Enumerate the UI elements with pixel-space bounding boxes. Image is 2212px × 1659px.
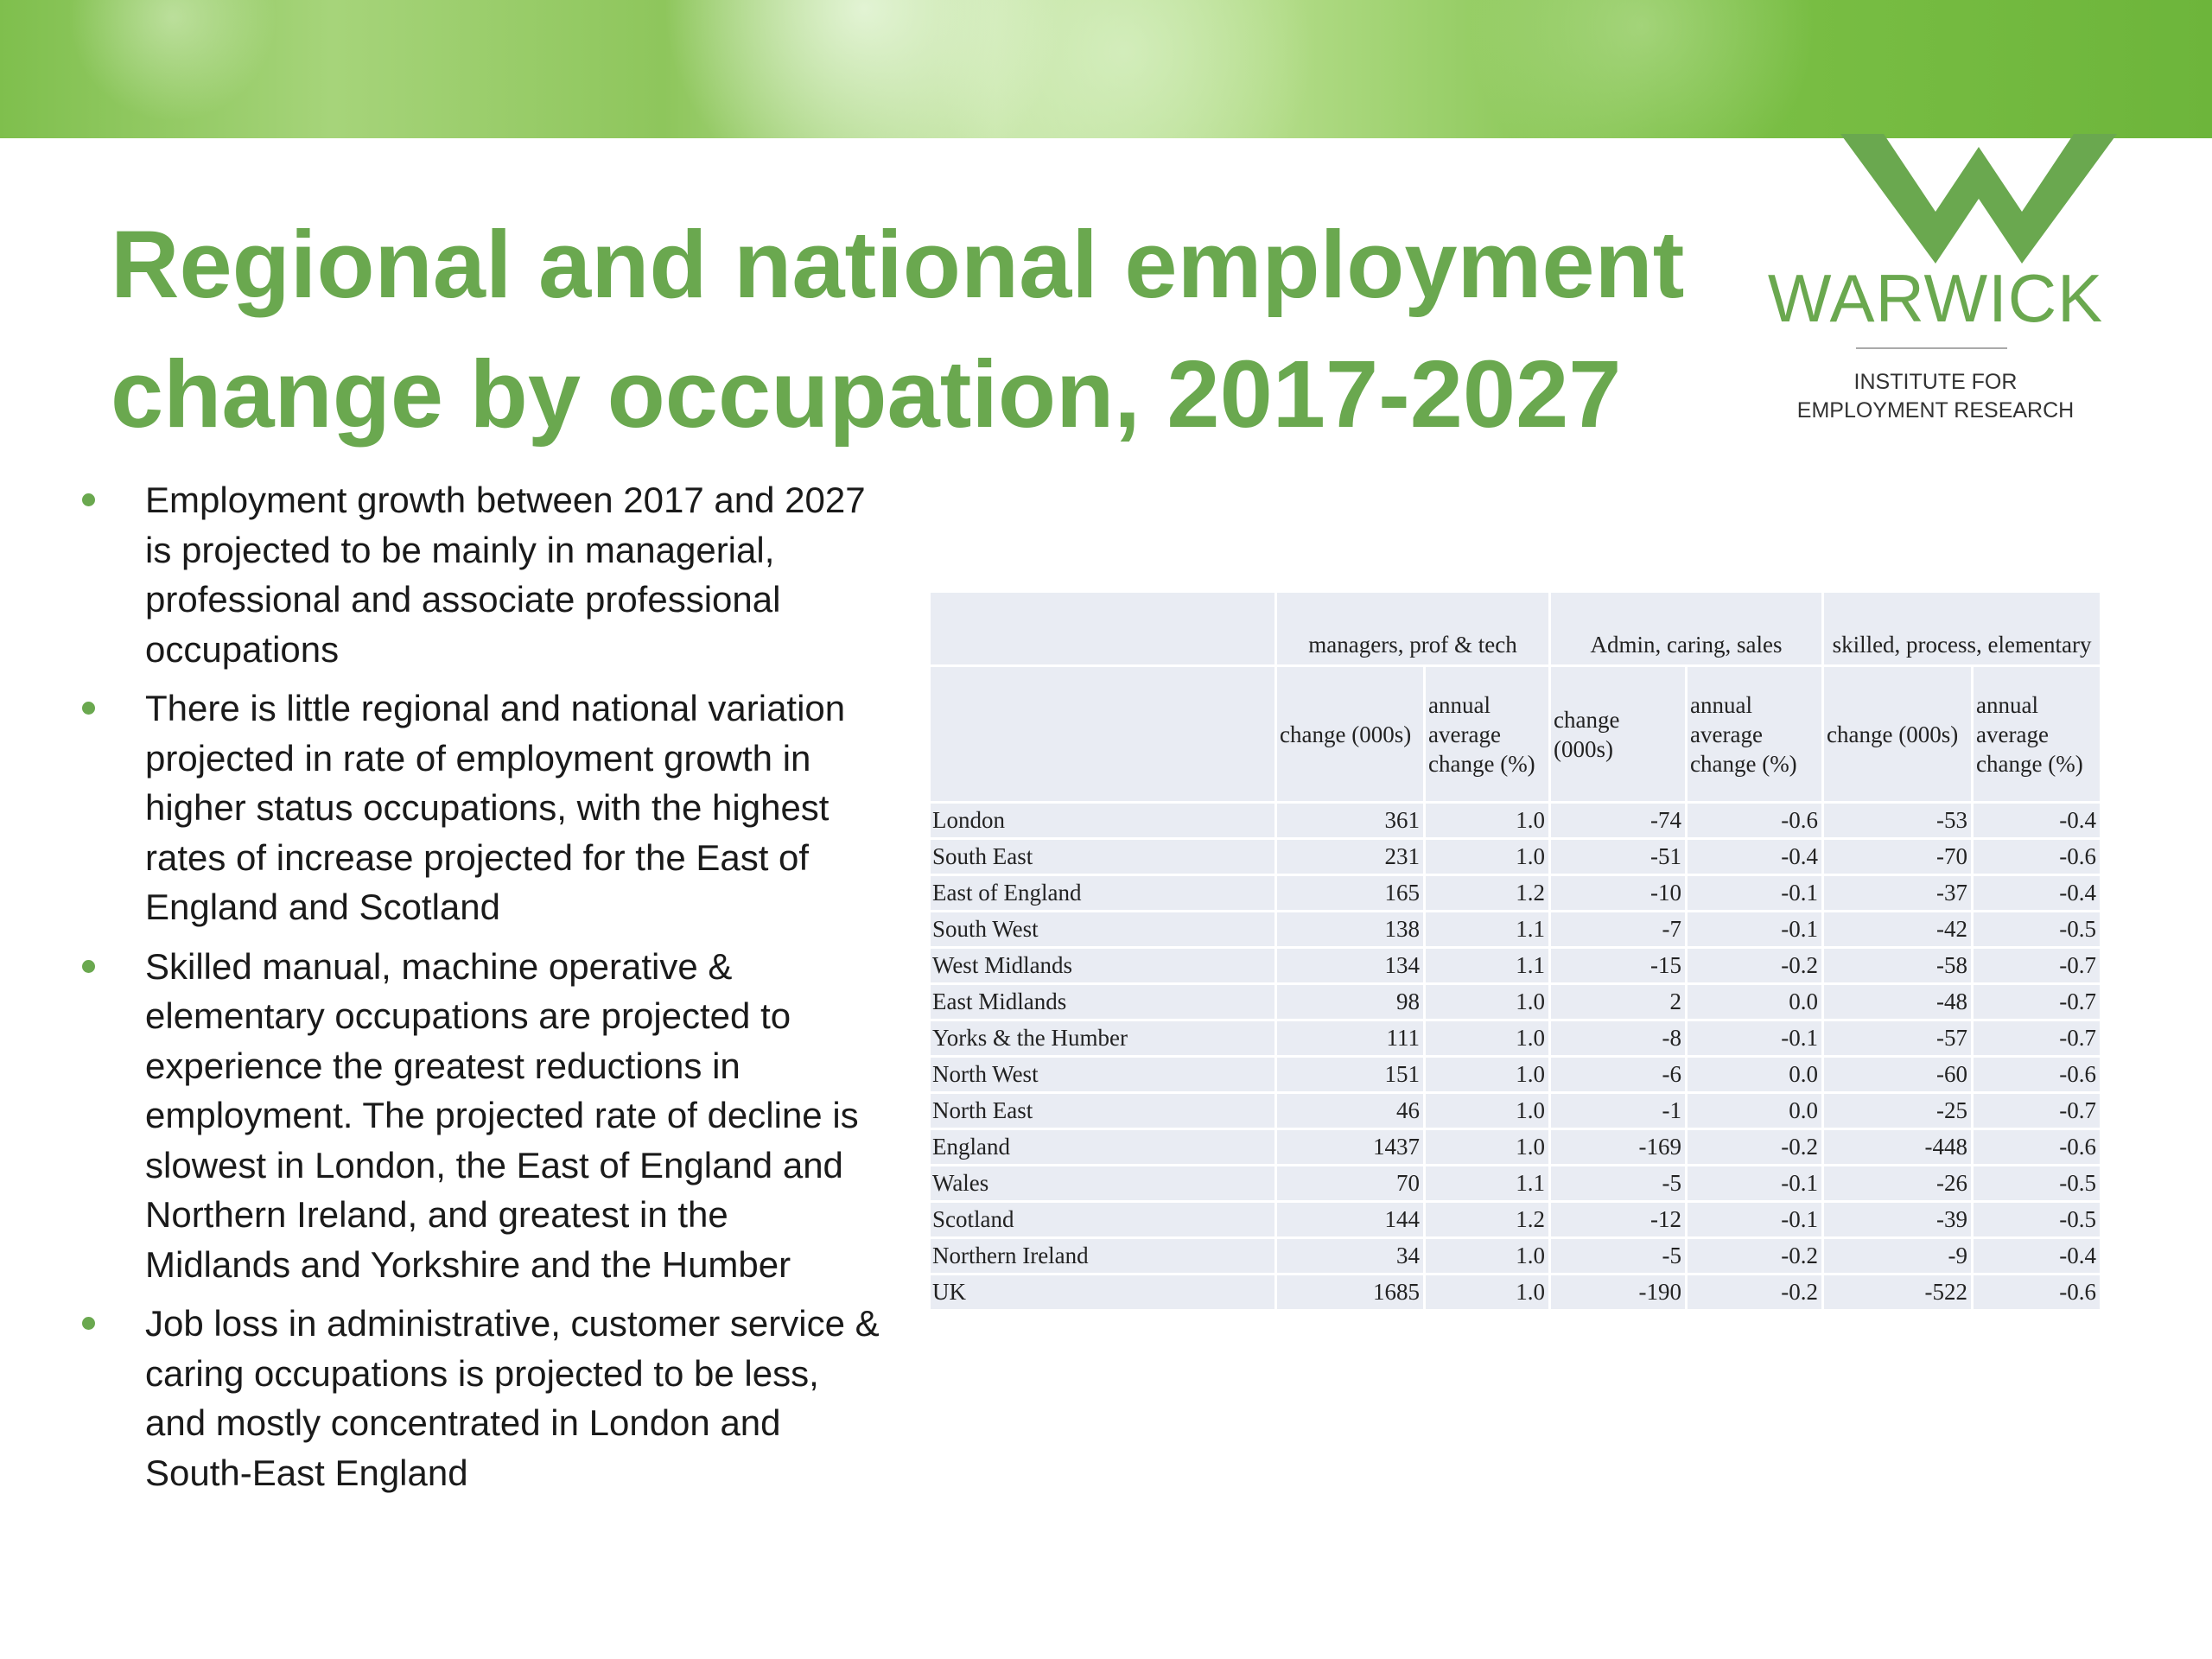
value-cell: 1.0 <box>1426 1021 1551 1058</box>
region-name-cell: East Midlands <box>931 985 1277 1021</box>
column-header: change (000s) <box>1551 667 1688 804</box>
value-cell: -0.7 <box>1974 949 2100 985</box>
table-row <box>931 1166 2100 1203</box>
region-name-cell: Wales <box>931 1166 1277 1203</box>
value-cell: -0.5 <box>1974 1203 2100 1239</box>
region-name-cell: West Midlands <box>931 949 1277 985</box>
value-cell: 0.0 <box>1688 985 1824 1021</box>
page-title-line-2: change by occupation, 2017-2027 <box>111 341 1622 448</box>
value-cell: 1.0 <box>1426 985 1551 1021</box>
column-header: change (000s) <box>1277 667 1426 804</box>
value-cell: 1685 <box>1277 1275 1426 1312</box>
value-cell: 1.1 <box>1426 949 1551 985</box>
value-cell: -8 <box>1551 1021 1688 1058</box>
employment-change-table <box>931 593 2100 1312</box>
value-cell: -0.1 <box>1688 1203 1824 1239</box>
value-cell: -0.4 <box>1688 840 1824 876</box>
value-cell: 98 <box>1277 985 1426 1021</box>
region-name-cell: England <box>931 1130 1277 1166</box>
value-cell: -0.6 <box>1688 804 1824 840</box>
value-cell: -522 <box>1824 1275 1974 1312</box>
value-cell: -48 <box>1824 985 1974 1021</box>
value-cell: -0.2 <box>1688 949 1824 985</box>
value-cell: -0.7 <box>1974 1094 2100 1130</box>
region-name-cell: North West <box>931 1058 1277 1094</box>
region-name-cell: East of England <box>931 876 1277 912</box>
value-cell: -42 <box>1824 912 1974 949</box>
region-name-cell: South East <box>931 840 1277 876</box>
table-row <box>931 1094 2100 1130</box>
group-header: skilled, process, elementary <box>1824 593 2100 667</box>
page-title <box>111 200 1752 460</box>
column-header: annual average change (%) <box>1974 667 2100 804</box>
value-cell: 1.1 <box>1426 912 1551 949</box>
table-corner-cell <box>931 667 1277 804</box>
value-cell: -37 <box>1824 876 1974 912</box>
value-cell: -51 <box>1551 840 1688 876</box>
value-cell: 134 <box>1277 949 1426 985</box>
table-row <box>931 949 2100 985</box>
value-cell: -0.5 <box>1974 912 2100 949</box>
region-name-cell: Northern Ireland <box>931 1239 1277 1275</box>
value-cell: -5 <box>1551 1239 1688 1275</box>
value-cell: 1437 <box>1277 1130 1426 1166</box>
table-row <box>931 876 2100 912</box>
value-cell: 1.1 <box>1426 1166 1551 1203</box>
group-header: Admin, caring, sales <box>1551 593 1824 667</box>
warwick-logo-mark <box>1815 134 2143 264</box>
value-cell: -190 <box>1551 1275 1688 1312</box>
column-header: change (000s) <box>1824 667 1974 804</box>
value-cell: -0.6 <box>1974 1275 2100 1312</box>
logo-subtitle <box>1763 368 2108 425</box>
value-cell: -0.6 <box>1974 840 2100 876</box>
region-name-cell: Scotland <box>931 1203 1277 1239</box>
table-row <box>931 912 2100 949</box>
column-header: annual average change (%) <box>1688 667 1824 804</box>
value-cell: 0.0 <box>1688 1094 1824 1130</box>
value-cell: -7 <box>1551 912 1688 949</box>
value-cell: -0.2 <box>1688 1239 1824 1275</box>
value-cell: 144 <box>1277 1203 1426 1239</box>
bullet-list <box>69 475 881 1507</box>
header-banner <box>0 0 2212 138</box>
table-body <box>931 804 2100 1312</box>
value-cell: 111 <box>1277 1021 1426 1058</box>
value-cell: 1.0 <box>1426 1058 1551 1094</box>
value-cell: -12 <box>1551 1203 1688 1239</box>
region-name-cell: North East <box>931 1094 1277 1130</box>
employment-table-container <box>931 593 2100 1312</box>
value-cell: -0.7 <box>1974 1021 2100 1058</box>
table-row <box>931 985 2100 1021</box>
value-cell: 0.0 <box>1688 1058 1824 1094</box>
logo-divider <box>1856 347 2007 349</box>
region-name-cell: UK <box>931 1275 1277 1312</box>
value-cell: 361 <box>1277 804 1426 840</box>
value-cell: -39 <box>1824 1203 1974 1239</box>
value-cell: -0.6 <box>1974 1058 2100 1094</box>
value-cell: 1.0 <box>1426 1275 1551 1312</box>
value-cell: 1.0 <box>1426 804 1551 840</box>
value-cell: -9 <box>1824 1239 1974 1275</box>
value-cell: 1.0 <box>1426 1239 1551 1275</box>
value-cell: 2 <box>1551 985 1688 1021</box>
logo-wordmark: WARWICK <box>1767 260 2104 336</box>
value-cell: 1.2 <box>1426 876 1551 912</box>
value-cell: -0.2 <box>1688 1275 1824 1312</box>
value-cell: -1 <box>1551 1094 1688 1130</box>
table-corner-cell <box>931 593 1277 667</box>
value-cell: -0.6 <box>1974 1130 2100 1166</box>
table-row <box>931 1203 2100 1239</box>
table-row <box>931 1058 2100 1094</box>
value-cell: 165 <box>1277 876 1426 912</box>
region-name-cell: South West <box>931 912 1277 949</box>
table-group-header-row <box>931 593 2100 667</box>
bullet-item <box>69 942 881 1290</box>
value-cell: 151 <box>1277 1058 1426 1094</box>
region-name-cell: Yorks & the Humber <box>931 1021 1277 1058</box>
value-cell: -5 <box>1551 1166 1688 1203</box>
value-cell: -0.1 <box>1688 912 1824 949</box>
value-cell: -57 <box>1824 1021 1974 1058</box>
table-row <box>931 1275 2100 1312</box>
value-cell: 34 <box>1277 1239 1426 1275</box>
value-cell: 1.2 <box>1426 1203 1551 1239</box>
column-header: annual average change (%) <box>1426 667 1551 804</box>
bullet-text: Employment growth between 2017 and 2027 is projected to be mainly in managerial, professional and associate professional occupations <box>145 480 866 670</box>
value-cell: -58 <box>1824 949 1974 985</box>
bullet-dot-icon <box>82 1317 95 1330</box>
table-row <box>931 840 2100 876</box>
bullet-dot-icon <box>82 960 95 973</box>
value-cell: -53 <box>1824 804 1974 840</box>
table-row <box>931 804 2100 840</box>
value-cell: -0.1 <box>1688 876 1824 912</box>
value-cell: 46 <box>1277 1094 1426 1130</box>
value-cell: -26 <box>1824 1166 1974 1203</box>
region-name-cell: London <box>931 804 1277 840</box>
value-cell: -0.2 <box>1688 1130 1824 1166</box>
value-cell: 70 <box>1277 1166 1426 1203</box>
table-row <box>931 1239 2100 1275</box>
value-cell: -0.4 <box>1974 804 2100 840</box>
bullet-dot-icon <box>82 493 95 506</box>
value-cell: -448 <box>1824 1130 1974 1166</box>
value-cell: -60 <box>1824 1058 1974 1094</box>
value-cell: -15 <box>1551 949 1688 985</box>
value-cell: 1.0 <box>1426 1130 1551 1166</box>
table-row <box>931 1021 2100 1058</box>
value-cell: 1.0 <box>1426 840 1551 876</box>
page-title-line-1: Regional and national employment <box>111 212 1685 318</box>
bullet-text: Job loss in administrative, customer service & caring occupations is projected to be less, and mostly concentrated in London and South-East England <box>145 1303 880 1493</box>
value-cell: -0.7 <box>1974 985 2100 1021</box>
value-cell: 138 <box>1277 912 1426 949</box>
table-row <box>931 1130 2100 1166</box>
bullet-text: Skilled manual, machine operative & elementary occupations are projected to experience the greatest reductions in employment. The projected rate of decline is slowest in London, the East of England and Northern Ireland, and greatest in the Midlands and Yorkshire and the Humber <box>145 945 859 1285</box>
value-cell: -0.5 <box>1974 1166 2100 1203</box>
value-cell: -0.4 <box>1974 1239 2100 1275</box>
bullet-item <box>69 1299 881 1497</box>
value-cell: -6 <box>1551 1058 1688 1094</box>
value-cell: -0.1 <box>1688 1021 1824 1058</box>
bullet-item <box>69 683 881 932</box>
group-header: managers, prof & tech <box>1277 593 1551 667</box>
logo-subtitle-line-2: EMPLOYMENT RESEARCH <box>1796 398 2075 423</box>
logo-subtitle-line-1: INSTITUTE FOR <box>1853 370 2018 394</box>
value-cell: -0.4 <box>1974 876 2100 912</box>
table-subheader-row <box>931 667 2100 804</box>
value-cell: -74 <box>1551 804 1688 840</box>
value-cell: -10 <box>1551 876 1688 912</box>
bullet-item <box>69 475 881 674</box>
value-cell: -169 <box>1551 1130 1688 1166</box>
bullet-text: There is little regional and national variation projected in rate of employment growth in higher status occupations, with the highest rates of increase projected for the East of England and Scotland <box>145 688 846 927</box>
value-cell: 1.0 <box>1426 1094 1551 1130</box>
value-cell: -70 <box>1824 840 1974 876</box>
value-cell: -0.1 <box>1688 1166 1824 1203</box>
bullet-dot-icon <box>82 702 95 715</box>
value-cell: 231 <box>1277 840 1426 876</box>
value-cell: -25 <box>1824 1094 1974 1130</box>
